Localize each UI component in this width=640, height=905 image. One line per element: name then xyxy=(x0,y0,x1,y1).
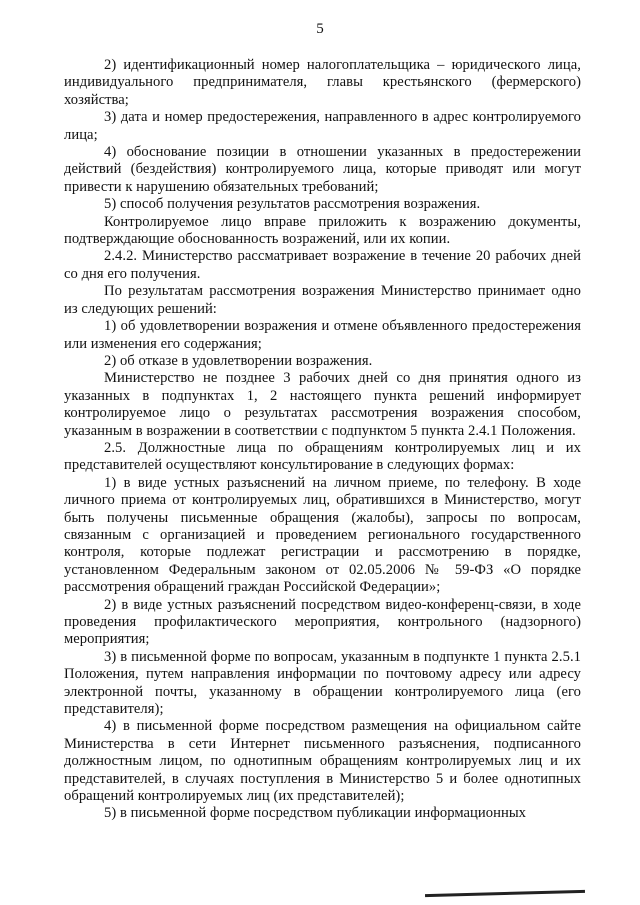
paragraph-decisions-intro: По результатам рассмотрения возражения Министерство принимает одно из следующих решений: xyxy=(64,283,581,317)
paragraph-consult-form-3: 3) в письменной форме по вопросам, указанным в подпункте 1 пункта 2.5.1 Положения, путем направления информации по почтовому адресу или адресу электронной почты, указанному в обращении контролируемого лица (его представителя); xyxy=(64,648,581,718)
paragraph-taxpayer-id: 2) идентификационный номер налогоплательщика – юридического лица, индивидуального предпринимателя, главы крестьянского (фермерского) хозяйства; xyxy=(64,57,581,108)
scan-edge-mark xyxy=(425,890,585,897)
paragraph-consult-form-2: 2) в виде устных разъяснений посредством видео-конференц-связи, в ходе проведения профилактического мероприятия, контрольного (надзорного) мероприятия; xyxy=(64,596,581,648)
page-number: 5 xyxy=(316,21,324,37)
paragraph-2-4-2: 2.4.2. Министерство рассматривает возражение в течение 20 рабочих дней со дня его получения. xyxy=(64,248,581,282)
paragraph-ministry-informs: Министерство не позднее 3 рабочих дней со дня принятия одного из указанных в подпунктах 1, 2 настоящего пункта решений информирует контролируемое лицо о результатах рассмотрения возражения способом, указанным в возражении в соответствии с подпунктом 5 пункта 2.4.1 Положения. xyxy=(64,370,581,439)
paragraph-attach-documents: Контролируемое лицо вправе приложить к возражению документы, подтверждающие обоснованность возражений, или их копии. xyxy=(64,213,581,248)
paragraph-warning-date-number: 3) дата и номер предостережения, направленного в адрес контролируемого лица; xyxy=(64,109,581,143)
paragraph-decision-2: 2) об отказе в удовлетворении возражения. xyxy=(104,352,373,369)
paragraph-consult-form-5: 5) в письменной форме посредством публикации информационных xyxy=(104,805,527,822)
paragraph-result-method: 5) способ получения результатов рассмотрения возражения. xyxy=(104,196,481,213)
paragraph-consult-form-1: 1) в виде устных разъяснений на личном приеме, по телефону. В ходе личного приема от контролируемых лиц, обратившихся в Министерство, могут быть получены письменные обращения (жалобы), запросы по вопросам, связанным с организацией и проведением регионального государственного контроля, которые подлежат регистрации и рассмотрению в порядке, установленном Федеральным законом от 02.05.2006 № 59-ФЗ «О порядке рассмотрения обращений граждан Российской Федерации»; xyxy=(64,474,581,596)
paragraph-position-justification: 4) обоснование позиции в отношении указанных в предостережении действий (бездействия) контролируемого лица, которые приводят или могут привести к нарушению обязательных требований; xyxy=(64,144,581,195)
paragraph-consult-form-4: 4) в письменной форме посредством размещения на официальном сайте Министерства в сети Интернет письменного разъяснения, подписанного должностным лицом, по однотипным обращениям контролируемых лиц и их представителей, в случаях поступления в Министерство 5 и более однотипных обращений контролируемых лиц (их представителей); xyxy=(64,718,581,805)
paragraph-decision-1: 1) об удовлетворении возражения и отмене объявленного предостережения или изменения его содержания; xyxy=(64,318,581,352)
paragraph-2-5: 2.5. Должностные лица по обращениям контролируемых лиц и их представителей осуществляют консультирование в следующих формах: xyxy=(64,439,581,474)
document-body xyxy=(64,57,581,823)
